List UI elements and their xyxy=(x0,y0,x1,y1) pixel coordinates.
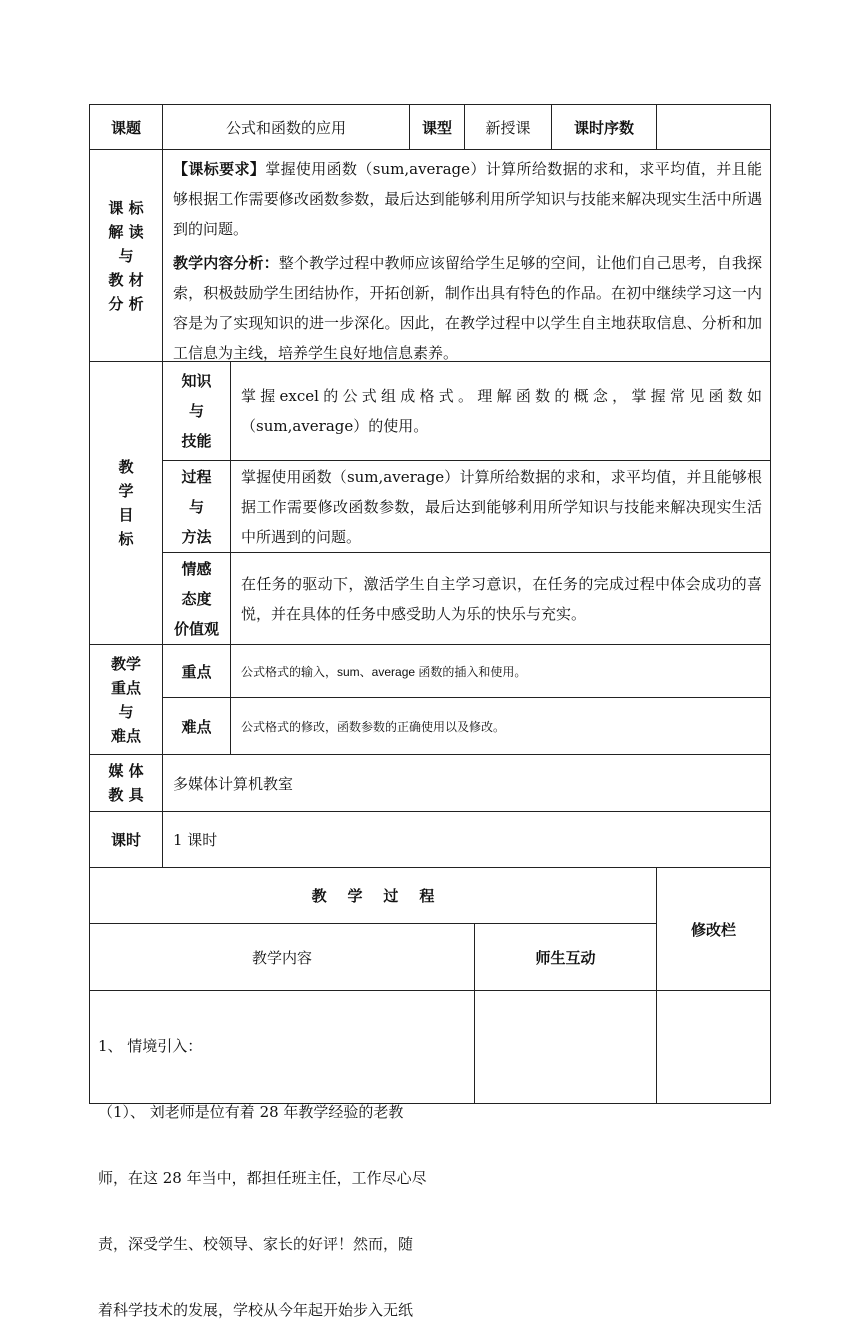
content-line: 师，在这 28 年当中，都担任班主任，工作尽心尽 xyxy=(98,1169,427,1187)
objective-knowledge-text: 掌握excel的公式组成格式。理解函数的概念，掌握常见函数如（sum,average）的使用。 xyxy=(230,361,771,461)
content-line: （1）、 刘老师是位有着 28 年教学经验的老教 xyxy=(98,1103,404,1121)
content-line: 着科学技术的发展，学校从今年起开始步入无纸 xyxy=(98,1301,414,1319)
topic-label: 课题 xyxy=(89,104,163,150)
media-value: 多媒体计算机教室 xyxy=(162,754,771,812)
objective-attitude-text: 在任务的驱动下，激活学生自主学习意识，在任务的完成过程中体会成功的喜悦，并在具体的任务中感受助人为乐的快乐与充实。 xyxy=(230,552,771,645)
curriculum-requirement: 【课标要求】掌握使用函数（sum,average）计算所给数据的求和，求平均值，并且能够根据工作需要修改函数参数，最后达到能够利用所学知识与技能来解决现实生活中所遇到的问题。 xyxy=(173,160,762,238)
objective-knowledge-label: 知识 与 技能 xyxy=(162,361,231,461)
content-line: 1、 情境引入： xyxy=(98,1037,203,1055)
media-label: 媒 体 教 具 xyxy=(89,754,163,812)
objective-attitude-label: 情感 态度 价值观 xyxy=(162,552,231,645)
topic-value: 公式和函数的应用 xyxy=(162,104,410,150)
difficulty-text: 公式格式的修改，函数参数的正确使用以及修改。 xyxy=(230,697,771,755)
process-interaction-cell xyxy=(474,990,657,1104)
revision-column-header: 修改栏 xyxy=(656,867,771,991)
standards-label: 课 标 解 读 与 教 材 分 析 xyxy=(89,149,163,362)
objective-process-label: 过程 与 方法 xyxy=(162,460,231,553)
content-analysis: 教学内容分析：整个教学过程中教师应该留给学生足够的空间，让他们自己思考，自我探索，积极鼓励学生团结协作，开拓创新，制作出具有特色的作品。在初中继续学习这一内容是为了实现知识的进一步深化。因此，在教学过程中以学生自主地获取信息、分析和加工信息为主线，培养学生良好地信息素养。 xyxy=(173,254,762,362)
content-column-header: 教学内容 xyxy=(89,923,475,991)
period-label: 课时序数 xyxy=(551,104,657,150)
type-value: 新授课 xyxy=(464,104,552,150)
focus-label: 重点 xyxy=(162,644,231,698)
interaction-column-header: 师生互动 xyxy=(474,923,657,991)
period-value xyxy=(656,104,771,150)
objectives-label: 教 学 目 标 xyxy=(89,361,163,645)
difficulty-label: 难点 xyxy=(162,697,231,755)
process-content-cell xyxy=(89,990,475,1319)
process-revision-cell xyxy=(656,990,771,1104)
process-title: 教 学 过 程 xyxy=(89,867,657,924)
content-line: 责，深受学生、校领导、家长的好评！然而，随 xyxy=(98,1235,414,1253)
duration-value: 1 课时 xyxy=(162,811,771,868)
duration-label: 课时 xyxy=(89,811,163,868)
key-points-label: 教学 重点 与 难点 xyxy=(89,644,163,755)
type-label: 课型 xyxy=(409,104,465,150)
focus-text: 公式格式的输入，sum、average 函数的插入和使用。 xyxy=(230,644,771,698)
objective-process-text: 掌握使用函数（sum,average）计算所给数据的求和，求平均值，并且能够根据工作需要修改函数参数，最后达到能够利用所学知识与技能来解决现实生活中所遇到的问题。 xyxy=(230,460,771,553)
standards-content xyxy=(162,149,771,362)
